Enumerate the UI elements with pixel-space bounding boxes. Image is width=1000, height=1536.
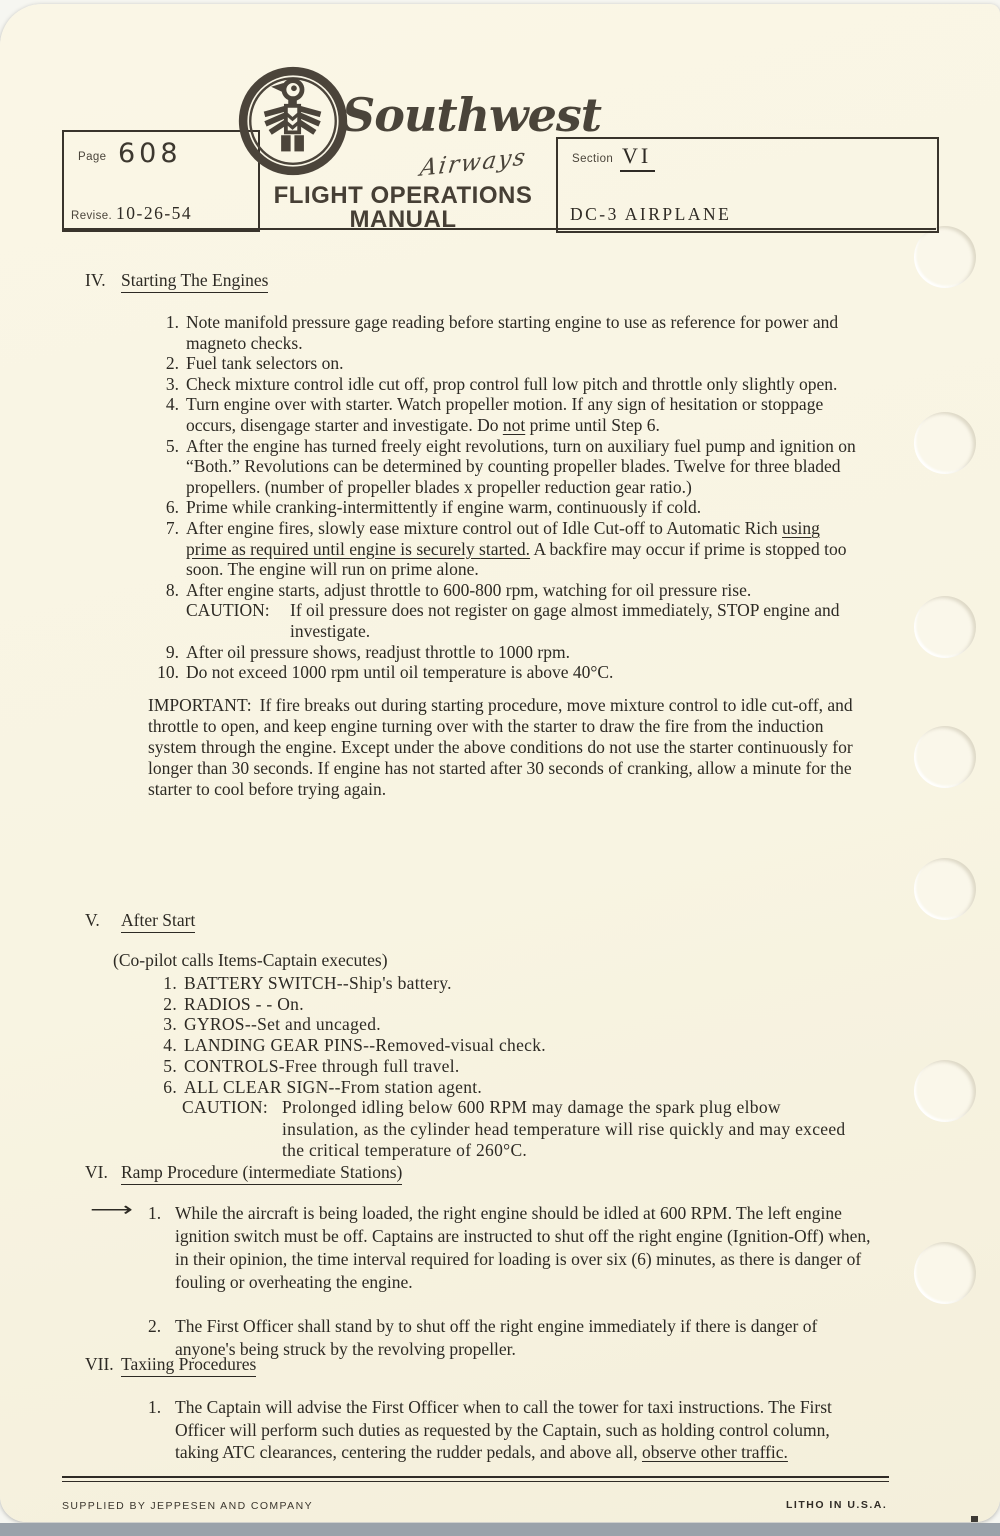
section-number: VI [620, 143, 655, 172]
item-text: BATTERY SWITCH--Ship's battery. [184, 973, 452, 993]
item-text-part: After engine starts, adjust throttle to 600-800 rpm, watching for oil pressure rise. [186, 579, 752, 600]
checklist-intro: (Co-pilot calls Items-Captain executes) [113, 950, 388, 970]
section-title: Ramp Procedure (intermediate Stations) [121, 1162, 402, 1185]
list-item [150, 312, 862, 353]
item-number: 4. [165, 394, 179, 415]
important-note [148, 695, 862, 800]
list-item [150, 1056, 850, 1077]
item-text: ALL CLEAR SIGN--From station agent. [184, 1076, 483, 1097]
item-text-part: Turn engine over with starter. Watch propeller motion. If any sign of hesitation or stoppage occurs, disengage starter and investigate. Do [186, 394, 824, 435]
underlined-text: observe other traffic. [641, 1442, 788, 1462]
item-number: 5. [163, 1055, 177, 1076]
section-numeral: V. [85, 910, 100, 930]
revise-date: 10-26-54 [116, 203, 193, 223]
item-text: RADIOS - - On. [184, 993, 304, 1014]
list-item [150, 1077, 850, 1098]
item-text [179, 518, 862, 580]
numbered-list [150, 312, 862, 683]
item-text: LANDING GEAR PINS--Removed-visual check. [184, 1035, 546, 1056]
item-text-part: prime until Step 6. [525, 414, 660, 435]
list-item [150, 662, 862, 683]
list-item [150, 642, 862, 663]
list-item [150, 497, 862, 518]
item-number: 8. [165, 579, 179, 600]
item-number: 7. [165, 517, 179, 538]
footer-litho: LITHO IN U.S.A. [786, 1499, 888, 1511]
section-numeral: IV. [85, 270, 106, 290]
important-label: IMPORTANT: [148, 694, 252, 715]
item-number: 10. [157, 662, 179, 683]
section-ramp-procedure [0, 1162, 1000, 1382]
section-starting-the-engines [0, 270, 1000, 800]
caution-label: CAUTION: [182, 1097, 269, 1118]
item-number: 4. [163, 1035, 177, 1056]
list-item [150, 436, 862, 498]
item-number: 1. [163, 973, 177, 993]
airplane-title: DC-3 AIRPLANE [570, 204, 732, 224]
item-number: 9. [165, 641, 179, 662]
item-text [175, 1396, 862, 1464]
item-text: CONTROLS-Free through full travel. [184, 1055, 460, 1076]
section-label: Section [572, 153, 614, 165]
section-title: After Start [121, 910, 195, 933]
item-number: 6. [165, 497, 179, 518]
list-item [150, 994, 850, 1015]
item-number: 5. [165, 435, 179, 456]
item-text [179, 394, 862, 435]
list-item [150, 1014, 850, 1035]
brand-subname: Airways [418, 144, 529, 182]
item-text: While the aircraft is being loaded, the right engine should be idled at 600 RPM. The left engine ignition switch must be off. Captains are instructed to shut off the right engine (Ignition-Off) when, in their opinion, the time interval required for loading is over six (6) minutes, as there is danger of fouling or overheating the engine. [175, 1203, 871, 1292]
numbered-list [148, 1396, 862, 1464]
item-number: 3. [163, 1014, 177, 1035]
item-text: The First Officer shall stand by to shut off the right engine immediately if there is danger of anyone's being struck by the revolving propeller. [175, 1316, 818, 1359]
thunderbird-logo-icon [236, 64, 350, 178]
item-number: 3. [165, 373, 179, 394]
section-taxiing-procedures [0, 1354, 1000, 1464]
manual-title-line1: FLIGHT OPERATIONS [273, 182, 533, 209]
section-heading [85, 270, 1000, 293]
item-number: 2. [163, 993, 177, 1014]
scan-artifact [971, 1516, 978, 1522]
section-title: Taxiing Procedures [121, 1354, 256, 1377]
footer-supplier: SUPPLIED BY JEPPESEN AND COMPANY [62, 1500, 313, 1512]
list-item [150, 1035, 850, 1056]
item-text: GYROS--Set and uncaged. [184, 1014, 381, 1035]
underlined-text: using prime as required until engine is securely started. [186, 517, 820, 559]
item-text: Do not exceed 1000 rpm until oil temperature is above 40°C. [186, 662, 614, 683]
list-item [148, 1396, 862, 1464]
brand-name: Southwest [342, 88, 602, 142]
section-numeral: VI. [85, 1162, 108, 1182]
margin-arrow-icon: ⟶ [90, 1199, 131, 1221]
item-number: 1. [148, 1203, 162, 1223]
footer-rule [62, 1476, 889, 1482]
item-number: 1. [165, 312, 179, 332]
item-number: 2. [165, 353, 179, 374]
section-numeral: VII. [85, 1354, 114, 1374]
section-heading [85, 1162, 1000, 1185]
list-item [150, 518, 862, 580]
item-text: Prime while cranking-intermittently if engine warm, continuously if cold. [186, 497, 702, 518]
list-item [150, 353, 862, 374]
important-text: If fire breaks out during starting procedure, move mixture control to idle cut-off, and throttle to open, and keep engine turning over with the starter to draw the fire from the induction system through the engine. Except under the above conditions do not use the starter continuously for longer than 30 seconds. If engine has not started after 30 seconds of cranking, allow a minute for the starter to cool before trying again. [148, 694, 853, 799]
item-text: After the engine has turned freely eight revolutions, turn on auxiliary fuel pump and ignition on “Both.” Revolutions can be determined by counting propeller blades. Twelve for three bladed propellers. (number of propeller blades x propeller reduction gear ratio.) [186, 435, 856, 497]
caution-text: If oil pressure does not register on gage almost immediately, STOP engine and investigate. [290, 600, 840, 641]
numbered-list [90, 1199, 880, 1361]
section-heading [85, 910, 1000, 933]
item-text: Fuel tank selectors on. [186, 353, 344, 374]
list-item [150, 374, 862, 395]
item-text-part: The Captain will advise the First Officer when to call the tower for taxi instructions. The First Officer will perform such duties as requested by the Captain, such as holding control column, taking ATC clearances, centering the rudder pedals, and above all, [175, 1397, 832, 1462]
item-text: After oil pressure shows, readjust throttle to 1000 rpm. [186, 641, 570, 662]
list-item [90, 1199, 880, 1294]
caution-label: CAUTION: [186, 600, 270, 621]
section-after-start [0, 910, 1000, 1162]
caution-note [186, 600, 862, 641]
item-text-part: A backfire may occur if prime is stopped too soon. The engine will run on prime alone. [186, 538, 847, 580]
list-item [150, 580, 862, 642]
scan-background-strip [0, 1523, 1000, 1536]
revise-label: Revise. [71, 210, 113, 222]
numbered-list [150, 973, 850, 1097]
section-title: Starting The Engines [121, 270, 268, 293]
item-text: Check mixture control idle cut off, prop control full low pitch and throttle only slightly open. [186, 373, 838, 394]
manual-title-line2: MANUAL [349, 206, 457, 233]
page-number: 608 [118, 138, 182, 169]
section-heading [85, 1354, 1000, 1377]
caution-text: Prolonged idling below 600 RPM may damage the spark plug elbow insulation, as the cylinder head temperature will rise quickly and may exceed the critical temperature of 260°C. [282, 1097, 846, 1161]
list-item [150, 973, 850, 994]
item-text [179, 580, 862, 642]
item-number: 6. [163, 1076, 177, 1097]
item-number: 1. [148, 1397, 162, 1417]
underlined-text: not [502, 414, 526, 435]
caution-note [182, 1097, 846, 1162]
manual-page [0, 4, 1000, 1522]
page-label: Page [78, 151, 107, 163]
item-text-part: After engine fires, slowly ease mixture control out of Idle Cut-off to Automatic Rich [186, 517, 782, 538]
item-text: Note manifold pressure gage reading before starting engine to use as reference for power and magneto checks. [186, 312, 839, 353]
item-number: 2. [148, 1316, 162, 1336]
list-item [150, 394, 862, 435]
